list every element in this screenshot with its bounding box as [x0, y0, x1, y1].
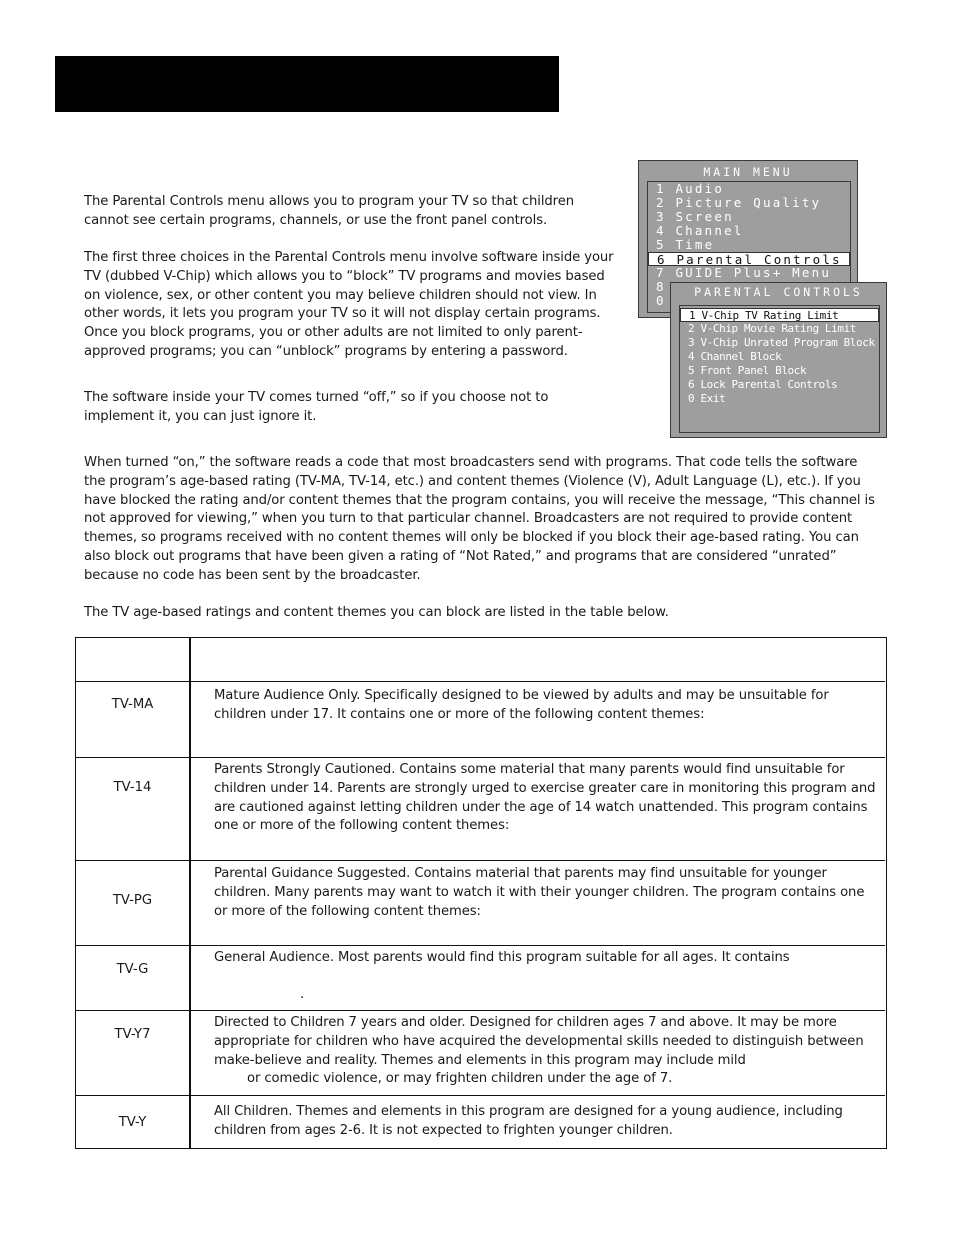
rating-code: TV-14	[113, 780, 152, 795]
rating-code: TV-Y	[118, 1115, 147, 1130]
rating-code: TV-Y7	[114, 1027, 151, 1042]
main-menu-item-screen: 3 Screen	[656, 209, 734, 224]
main-menu-item-8: 8	[656, 279, 666, 294]
table-row-tv-14	[76, 757, 885, 860]
table-row-tv-g	[76, 945, 885, 1010]
parental-controls-menu-title: PARENTAL CONTROLS	[694, 285, 863, 299]
intro-paragraph-3: The software inside your TV comes turned “off,” so if you choose not to implement it, you can just ignore it.	[84, 390, 549, 424]
table-row-tv-pg	[76, 860, 885, 945]
main-menu-item-picture-quality: 2 Picture Quality	[656, 195, 822, 210]
table-intro-paragraph: The TV age-based ratings and content themes you can block are listed in the table below.	[84, 605, 669, 620]
rating-code: TV-PG	[112, 893, 153, 908]
main-menu-item-0: 0	[656, 293, 666, 308]
rating-description-continued: .	[300, 987, 305, 1002]
main-menu-item-guide-plus: 7 GUIDE Plus+ Menu	[656, 265, 832, 280]
pc-item-lock-parental-controls: 6 Lock Parental Controls	[688, 378, 838, 391]
rating-description: General Audience. Most parents would find this program suitable for all ages. It contains	[214, 950, 790, 965]
software-explanation-paragraph: When turned “on,” the software reads a code that most broadcasters send with programs. That code tells the software the program’s age-based rating (TV-MA, TV-14, etc.) and content themes (Violence (V), Adult Language (L), etc.). If you have blocked the rating and/or content themes that the program contains, you will receive the message, “This channel is not approved for viewing,” when you turn to that particular channel. Broadcasters are not required to provide content themes, so programs received with no content themes will only be blocked if you block their age-based rating. You can also block out programs that have been given a rating of “Not Rated,” and programs that are considered “unrated” because no code has been sent by the broadcaster.	[84, 455, 875, 583]
pc-item-channel-block: 4 Channel Block	[688, 350, 782, 363]
main-menu-title: MAIN MENU	[703, 165, 793, 179]
rating-description: Mature Audience Only. Specifically designed to be viewed by adults and may be unsuitable for children under 17. It contains one or more of the following content themes:	[214, 688, 829, 722]
pc-item-front-panel-block: 5 Front Panel Block	[688, 364, 807, 377]
pc-item-tv-rating-limit: 1 V-Chip TV Rating Limit	[680, 308, 879, 322]
main-menu-item-channel: 4 Channel	[656, 223, 744, 238]
intro-paragraph-1: The Parental Controls menu allows you to program your TV so that children cannot see certain programs, channels, or use the front panel controls.	[84, 194, 574, 228]
rating-description: All Children. Themes and elements in this program are designed for a young audience, including children from ages 2-6. It is not expected to frighten younger children.	[214, 1104, 843, 1138]
rating-description: Directed to Children 7 years and older. Designed for children ages 7 and above. It may be more appropriate for children who have acquired the developmental skills needed to distinguish between make-believe and reality. Themes and elements in this program may include mild	[214, 1015, 864, 1068]
ratings-table	[75, 637, 887, 1149]
table-header-row	[76, 638, 885, 682]
rating-description: Parental Guidance Suggested. Contains material that parents may find unsuitable for younger children. Many parents may want to watch it with their younger children. The program contains one or more of the following content themes:	[214, 866, 865, 919]
pc-item-exit: 0 Exit	[688, 392, 726, 405]
pc-item-unrated-program-block: 3 V-Chip Unrated Program Block	[688, 336, 875, 349]
intro-paragraph-2: The first three choices in the Parental Controls menu involve software inside your TV (dubbed V-Chip) which allows you to “block” TV programs and movies based on violence, sex, or other content you may believe children should not view. In other words, it lets you program your TV so it will not display certain programs. Once you block programs, you or other adults are not limited to only parent-approved programs; you can “unblock” programs by entering a password.	[84, 250, 614, 359]
table-row-tv-ma	[76, 681, 885, 757]
parental-controls-menu-list	[679, 305, 880, 433]
rating-description: Parents Strongly Cautioned. Contains some material that many parents would find unsuitable for children under 14. Parents are strongly urged to exercise greater care in monitoring this program and are cautioned against letting children under the age of 14 watch unattended. This program contains one or more of the following content themes:	[214, 762, 876, 834]
table-row-tv-y	[76, 1095, 885, 1148]
rating-code: TV-MA	[111, 697, 154, 712]
rating-description-continued: or comedic violence, or may frighten children under the age of 7.	[247, 1071, 673, 1086]
pc-item-movie-rating-limit: 2 V-Chip Movie Rating Limit	[688, 322, 857, 335]
parental-controls-menu-screen	[670, 282, 887, 438]
main-menu-item-time: 5 Time	[656, 237, 715, 252]
header-bar	[55, 56, 559, 112]
main-menu-item-parental-controls: 6 Parental Controls	[648, 252, 850, 266]
table-row-tv-y7	[76, 1010, 885, 1095]
rating-code: TV-G	[116, 962, 149, 977]
main-menu-item-audio: 1 Audio	[656, 181, 725, 196]
